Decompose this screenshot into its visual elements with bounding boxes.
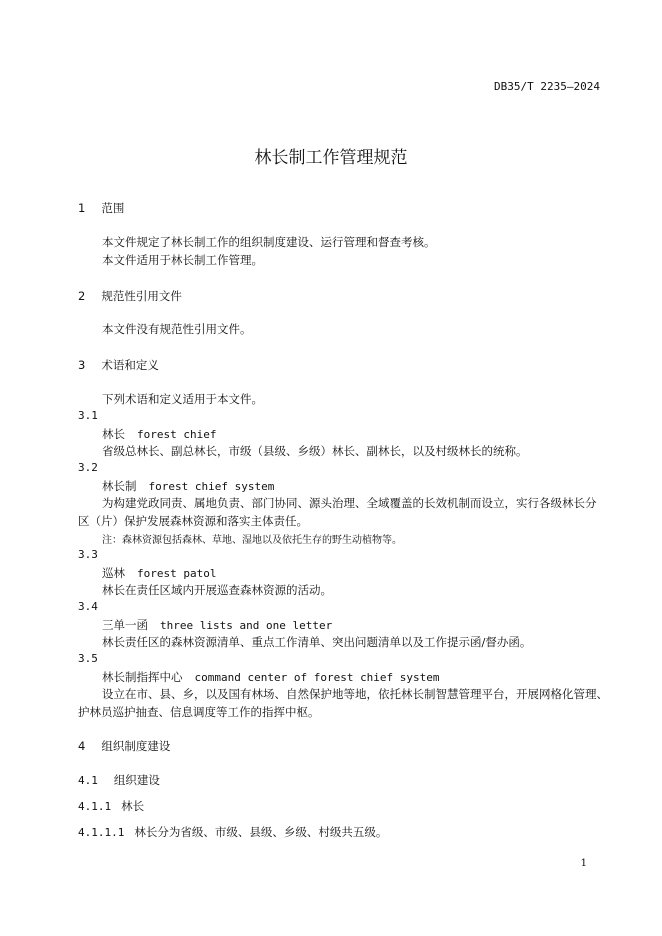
term-en: command center of forest chief system [194,671,440,684]
term-title [102,565,216,581]
term-en: forest chief system [148,480,275,493]
section-4-heading [78,738,170,754]
section-title: 范围 [101,201,125,215]
paragraph: 下列术语和定义适用于本文件。 [102,392,263,406]
term-zh: 林长制 [102,479,137,493]
term-definition: 设立在市、县、乡，以及国有林场、自然保护地等地，依托林长制智慧管理平台，开展网格化管理、 [102,687,608,701]
term-title [102,426,216,442]
section-number: 4.1 [78,774,98,787]
section-title: 林长 [121,799,145,813]
term-definition-continued: 区（片）保护发展森林资源和落实主体责任。 [78,514,308,528]
section-2-heading [78,288,182,304]
term-number: 3.1 [78,409,98,422]
section-title: 组织制度建设 [101,739,171,753]
term-definition: 林长在责任区域内开展巡查森林资源的活动。 [102,583,332,597]
term-zh: 林长制指挥中心 [102,670,183,684]
term-number: 3.3 [78,548,98,561]
clause-number: 4.1.1.1 [78,826,125,839]
term-en: forest patol [137,567,217,580]
section-number: 4 [78,739,86,753]
section-number: 2 [78,289,86,303]
doc-code: DB35/T 2235—2024 [494,80,600,93]
term-en: forest chief [137,428,217,441]
document-title: 林长制工作管理规范 [254,148,408,168]
section-number: 3 [78,358,86,372]
term-en: three lists and one letter [160,619,333,632]
paragraph: 本文件适用于林长制工作管理。 [102,253,263,267]
section-title: 组织建设 [113,773,160,787]
section-3-heading [78,357,159,373]
paragraph: 本文件规定了林长制工作的组织制度建设、运行管理和督查考核。 [102,235,436,249]
term-zh: 巡林 [102,566,125,580]
paragraph: 本文件没有规范性引用文件。 [102,322,252,336]
term-title [102,669,440,685]
term-number: 3.4 [78,600,98,613]
clause-text: 林长分为省级、市级、县级、乡级、村级共五级。 [134,825,388,839]
subsection-4-1-heading [78,772,160,788]
term-definition: 省级总林长、副总林长，市级（县级、乡级）林长、副林长，以及村级林长的统称。 [102,444,528,458]
term-title [102,617,332,633]
section-number: 4.1.1 [78,800,112,813]
section-1-heading [78,200,124,216]
term-zh: 三单一函 [102,618,148,632]
section-title: 术语和定义 [101,358,159,372]
section-number: 1 [78,201,86,215]
section-title: 规范性引用文件 [101,289,182,303]
note: 注：森林资源包括森林、草地、湿地以及依托生存的野生动植物等。 [102,535,402,546]
term-number: 3.2 [78,461,98,474]
term-definition-continued: 护林员巡护抽查、信息调度等工作的指挥中枢。 [78,705,320,719]
term-definition: 林长责任区的森林资源清单、重点工作清单、突出问题清单以及工作提示函/督办函。 [102,635,532,649]
term-definition: 为构建党政同责、属地负责、部门协同、源头治理、全域覆盖的长效机制而设立，实行各级林长分 [102,496,597,510]
subsection-4-1-1-heading [78,798,144,814]
term-zh: 林长 [102,427,125,441]
term-number: 3.5 [78,652,98,665]
term-title [102,478,274,494]
clause-4-1-1-1 [78,824,387,840]
page-number: 1 [580,858,587,869]
